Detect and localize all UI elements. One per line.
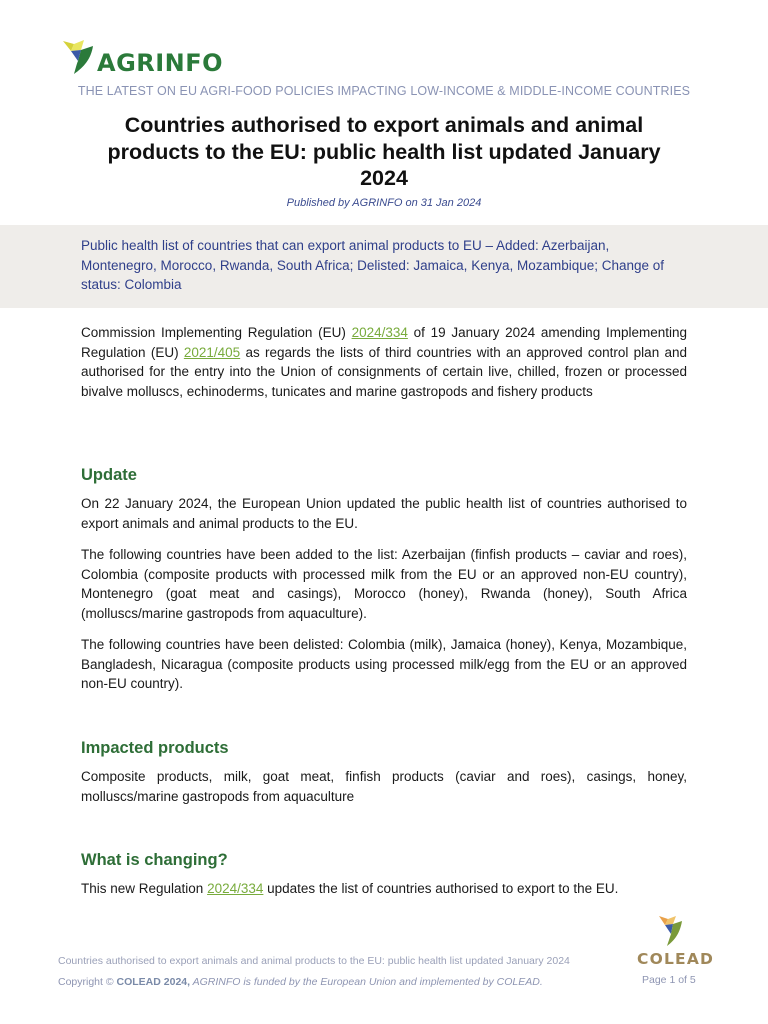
title-line-2: products to the EU: public health list updated January xyxy=(107,139,661,164)
tagline: THE LATEST ON EU AGRI-FOOD POLICIES IMPACTING LOW-INCOME & MIDDLE-INCOME COUNTRIES xyxy=(77,84,691,98)
intro-text-3: as regards the lists of third countries with an approved control plan and authorised for the entry into the Union of consignments of certain live, chilled, frozen or processed bivalve molluscs, echinoderms, tunicates and marine gastropods and fishery products xyxy=(81,344,688,399)
copyright-suffix: AGRINFO is funded by the European Union and implemented by COLEAD. xyxy=(190,976,543,988)
title-line-3: 2024 xyxy=(360,166,408,190)
footer-copyright xyxy=(58,976,543,988)
changing-text-1: This new Regulation xyxy=(81,881,208,896)
impacted-products-text: Composite products, milk, goat meat, finfish products (caviar and roes), casings, honey, molluscs/marine gastropods from aquaculture xyxy=(81,769,687,804)
intro-paragraph xyxy=(81,323,687,401)
update-paragraph-1: On 22 January 2024, the European Union updated the public health list of countries authorised to export animals and animal products to the EU. xyxy=(81,496,687,531)
summary-box xyxy=(0,225,768,308)
agrinfo-leaf-icon xyxy=(60,37,100,77)
footer-doc-title: Countries authorised to export animals and animal products to the EU: public health list updated January 2024 xyxy=(58,955,570,967)
regulation-2021-405-link[interactable]: 2021/405 xyxy=(183,344,241,360)
what-is-changing-heading: What is changing? xyxy=(81,851,228,869)
regulation-2024-334-link[interactable]: 2024/334 xyxy=(351,325,408,340)
impacted-products-heading: Impacted products xyxy=(81,739,229,757)
page-title xyxy=(60,112,708,192)
colead-logo-text: COLEAD xyxy=(637,950,715,968)
regulation-2024-334-link-2[interactable]: 2024/334 xyxy=(207,881,264,896)
summary-text: Public health list of countries that can export animal products to EU – Added: Azerbaijan, Montenegro, Morocco, Rwanda, South Africa; Delisted: Jamaica, Kenya, Mozambique; Change of status: Colombia xyxy=(81,238,665,292)
intro-text-2: of 19 January 2024 amending Implementing Regulation (EU) xyxy=(81,325,687,360)
colead-logo xyxy=(637,913,715,969)
copyright-brand: COLEAD 2024, xyxy=(116,976,191,988)
agrinfo-logo-text: AGRINFO xyxy=(97,49,224,77)
colead-leaf-icon xyxy=(651,913,687,949)
published-date: Published by AGRINFO on 31 Jan 2024 xyxy=(286,197,482,209)
page-number: Page 1 of 5 xyxy=(642,974,696,986)
intro-text-1: Commission Implementing Regulation (EU) xyxy=(81,325,352,340)
copyright-prefix: Copyright © xyxy=(58,976,117,988)
title-line-1: Countries authorised to export animals and animal xyxy=(124,113,644,137)
update-heading: Update xyxy=(81,466,137,484)
update-paragraph-3: The following countries have been delisted: Colombia (milk), Jamaica (honey), Kenya, Mozambique, Bangladesh, Nicaragua (composite products using processed milk/egg from the EU or an approved non-EU country). xyxy=(81,637,687,691)
changing-text-2: updates the list of countries authorised to export to the EU. xyxy=(263,881,619,896)
what-is-changing-text xyxy=(81,879,687,899)
update-paragraph-2: The following countries have been added to the list: Azerbaijan (finfish products – caviar and roes), Colombia (composite products with processed milk from the EU or an approved non-EU country), Montenegro (goat meat and casings), Morocco (honey), Rwanda (honey), South Africa (molluscs/marine gastropods from aquaculture). xyxy=(81,547,687,621)
